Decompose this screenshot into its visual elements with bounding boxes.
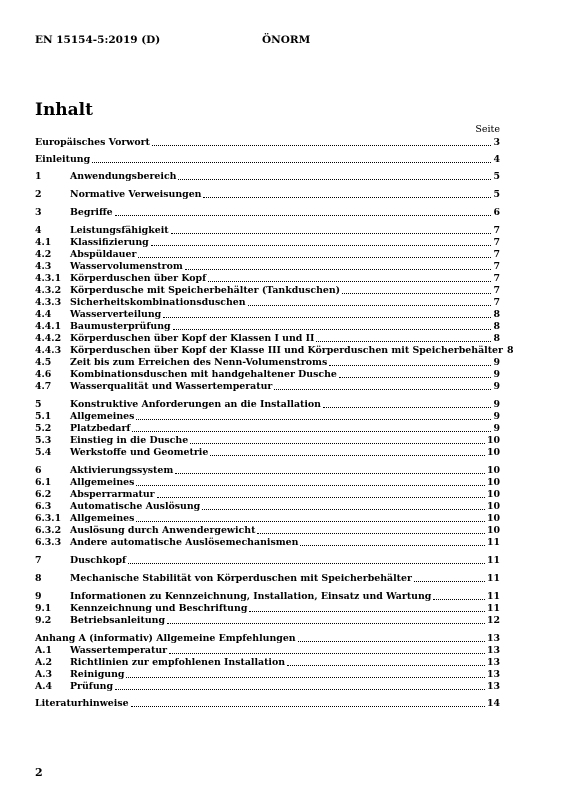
- toc-entry[interactable]: [35, 285, 500, 297]
- toc-entry-number: 1: [35, 171, 42, 182]
- toc-entry[interactable]: [35, 345, 514, 357]
- toc-entry-title: Europäisches Vorwort: [35, 137, 150, 148]
- toc-dot-leader: [167, 623, 485, 624]
- toc-entry-page: 7: [493, 297, 500, 308]
- toc-dot-leader: [175, 473, 485, 474]
- toc-dot-leader: [115, 689, 485, 690]
- toc-entry-title: Andere automatische Auslösemechanismen: [70, 537, 299, 548]
- toc-dot-leader: [136, 485, 485, 486]
- toc-entry-number: 4.4: [35, 309, 52, 320]
- toc-entry[interactable]: [35, 633, 500, 645]
- toc-entry-number: 3: [35, 207, 42, 218]
- toc-entry[interactable]: [35, 489, 500, 501]
- toc-entry[interactable]: [35, 357, 500, 369]
- toc-entry-title: Kennzeichnung und Beschriftung: [70, 603, 248, 614]
- toc-entry-number: 9: [35, 591, 42, 602]
- toc-dot-leader: [163, 317, 491, 318]
- toc-entry[interactable]: [35, 657, 500, 669]
- toc-entry-title: Konstruktive Anforderungen an die Installation: [70, 399, 321, 410]
- toc-entry-number: 4.2: [35, 249, 52, 260]
- toc-entry-number: 6.3.3: [35, 537, 62, 548]
- toc-dot-leader: [248, 305, 492, 306]
- toc-entry[interactable]: [35, 261, 500, 273]
- toc-entry-title: Baumusterprüfung: [70, 321, 171, 332]
- toc-dot-leader: [208, 281, 491, 282]
- toc-dot-leader: [316, 341, 491, 342]
- toc-entry[interactable]: [35, 615, 500, 627]
- toc-entry-title: Körperduschen über Kopf der Klasse III und Körperduschen mit Speicherbehälter: [70, 345, 503, 356]
- toc-entry[interactable]: [35, 465, 500, 477]
- toc-entry-title: Anwendungsbereich: [70, 171, 177, 182]
- toc-entry[interactable]: [35, 333, 500, 345]
- toc-entry-number: 7: [35, 555, 42, 566]
- toc-entry-title: Begriffe: [70, 207, 113, 218]
- toc-entry-page: 8: [493, 321, 500, 332]
- standards-organization: ÖNORM: [262, 34, 311, 46]
- toc-entry-number: 4.3.1: [35, 273, 62, 284]
- toc-dot-leader: [190, 443, 485, 444]
- toc-dot-leader: [300, 545, 485, 546]
- page-number: 2: [35, 766, 43, 779]
- toc-entry[interactable]: [35, 171, 500, 183]
- toc-entry-title: Platzbedarf: [70, 423, 131, 434]
- toc-entry[interactable]: [35, 189, 500, 201]
- toc-entry[interactable]: [35, 525, 500, 537]
- toc-dot-leader: [203, 197, 491, 198]
- toc-entry[interactable]: [35, 309, 500, 321]
- toc-entry-number: 5.4: [35, 447, 52, 458]
- toc-entry-title: Informationen zu Kennzeichnung, Installation, Einsatz und Wartung: [70, 591, 432, 602]
- toc-entry-title: Prüfung: [70, 681, 114, 692]
- toc-dot-leader: [298, 641, 485, 642]
- toc-entry[interactable]: [35, 321, 500, 333]
- toc-entry[interactable]: [35, 447, 500, 459]
- toc-entry-page: 12: [486, 615, 500, 626]
- toc-entry-number: 9.1: [35, 603, 52, 614]
- toc-entry-number: A.4: [35, 681, 53, 692]
- toc-entry-number: 5.2: [35, 423, 52, 434]
- toc-entry-number: 6.1: [35, 477, 52, 488]
- toc-entry-number: A.1: [35, 645, 53, 656]
- toc-entry[interactable]: [35, 237, 500, 249]
- toc-entry-title: Abspüldauer: [70, 249, 137, 260]
- toc-entry-page: 9: [493, 423, 500, 434]
- toc-entry[interactable]: [35, 513, 500, 525]
- toc-entry-page: 5: [493, 189, 500, 200]
- toc-entry-page: 13: [486, 669, 500, 680]
- toc-entry[interactable]: [35, 501, 500, 513]
- toc-dot-leader: [274, 389, 491, 390]
- toc-dot-leader: [210, 455, 485, 456]
- toc-entry-number: 4: [35, 225, 42, 236]
- toc-entry-number: 6.2: [35, 489, 52, 500]
- toc-entry[interactable]: [35, 297, 500, 309]
- toc-entry-page: 11: [486, 573, 500, 584]
- toc-entry[interactable]: [35, 603, 500, 615]
- toc-dot-leader: [249, 611, 485, 612]
- toc-entry-number: 6.3: [35, 501, 52, 512]
- page-title: Inhalt: [35, 100, 93, 120]
- toc-entry[interactable]: [35, 645, 500, 657]
- toc-dot-leader: [152, 145, 492, 146]
- toc-entry-number: 4.5: [35, 357, 52, 368]
- toc-entry-page: 10: [486, 489, 500, 500]
- toc-entry-page: 8: [493, 333, 500, 344]
- toc-entry-page: 10: [486, 465, 500, 476]
- toc-entry[interactable]: [35, 273, 500, 285]
- toc-entry-title: Mechanische Stabilität von Körperduschen mit Speicherbehälter: [70, 573, 412, 584]
- toc-entry-title: Körperduschen über Kopf: [70, 273, 207, 284]
- toc-dot-leader: [136, 419, 491, 420]
- toc-entry-page: 9: [493, 369, 500, 380]
- toc-dot-leader: [115, 215, 492, 216]
- toc-dot-leader: [202, 509, 485, 510]
- toc-entry-title: Duschkopf: [70, 555, 127, 566]
- toc-entry-title: Werkstoffe und Geometrie: [70, 447, 209, 458]
- toc-entry-page: 7: [493, 285, 500, 296]
- toc-dot-leader: [171, 233, 492, 234]
- toc-entry[interactable]: [35, 207, 500, 219]
- toc-entry-title: Wassertemperatur: [70, 645, 168, 656]
- toc-entry-page: 11: [486, 537, 500, 548]
- toc-dot-leader: [329, 365, 491, 366]
- toc-entry[interactable]: [35, 477, 500, 489]
- toc-entry-page: 3: [493, 137, 500, 148]
- toc-entry-title: Einstieg in die Dusche: [70, 435, 189, 446]
- toc-dot-leader: [157, 497, 485, 498]
- toc-entry-page: 10: [486, 513, 500, 524]
- toc-dot-leader: [136, 521, 485, 522]
- toc-entry-page: 11: [486, 603, 500, 614]
- toc-entry[interactable]: [35, 137, 500, 149]
- toc-entry-title: Auslösung durch Anwendergewicht: [70, 525, 256, 536]
- toc-entry-title: Automatische Auslösung: [70, 501, 201, 512]
- toc-entry[interactable]: [35, 249, 500, 261]
- toc-entry[interactable]: [35, 573, 500, 585]
- toc-entry-number: 6.3.1: [35, 513, 62, 524]
- toc-entry-page: 7: [493, 273, 500, 284]
- toc-dot-leader: [339, 377, 492, 378]
- toc-entry-number: 6: [35, 465, 42, 476]
- toc-entry-page: 7: [493, 237, 500, 248]
- toc-entry-number: 4.7: [35, 381, 52, 392]
- toc-entry-title: Sicherheitskombinationsduschen: [70, 297, 246, 308]
- toc-entry-page: 10: [486, 477, 500, 488]
- toc-entry-page: 13: [486, 645, 500, 656]
- toc-entry-title: Allgemeines: [70, 513, 135, 524]
- toc-entry-title: Allgemeines: [70, 477, 135, 488]
- toc-entry[interactable]: [35, 555, 500, 567]
- toc-entry-title: Zeit bis zum Erreichen des Nenn-Volumenstroms: [70, 357, 328, 368]
- toc-entry-title: Klassifizierung: [70, 237, 149, 248]
- toc-entry-title: Allgemeines: [70, 411, 135, 422]
- toc-dot-leader: [287, 665, 485, 666]
- toc-entry[interactable]: [35, 423, 500, 435]
- toc-dot-leader: [132, 431, 491, 432]
- toc-entry-number: 4.4.2: [35, 333, 62, 344]
- toc-entry-page: 9: [493, 411, 500, 422]
- toc-dot-leader: [151, 245, 492, 246]
- toc-dot-leader: [185, 269, 492, 270]
- toc-entry-number: 4.3.2: [35, 285, 62, 296]
- toc-entry-page: 10: [486, 525, 500, 536]
- toc-entry-title: Wasserqualität und Wassertemperatur: [70, 381, 273, 392]
- toc-entry[interactable]: [35, 591, 500, 603]
- toc-entry-number: A.2: [35, 657, 53, 668]
- toc-dot-leader: [126, 677, 485, 678]
- toc-entry[interactable]: [35, 369, 500, 381]
- toc-entry-number: A.3: [35, 669, 53, 680]
- toc-entry-title: Betriebsanleitung: [70, 615, 166, 626]
- toc-entry-page: 5: [493, 171, 500, 182]
- toc-dot-leader: [131, 706, 485, 707]
- toc-entry-page: 10: [486, 501, 500, 512]
- toc-entry[interactable]: [35, 669, 500, 681]
- toc-entry-number: 4.6: [35, 369, 52, 380]
- toc-entry-page: 11: [486, 591, 500, 602]
- toc-entry-number: 2: [35, 189, 42, 200]
- toc-entry-page: 7: [493, 249, 500, 260]
- toc-entry[interactable]: [35, 681, 500, 693]
- toc-dot-leader: [169, 653, 485, 654]
- toc-dot-leader: [173, 329, 492, 330]
- toc-dot-leader: [128, 563, 485, 564]
- toc-dot-leader: [323, 407, 491, 408]
- toc-entry[interactable]: [35, 154, 500, 166]
- toc-entry-title: Leistungsfähigkeit: [70, 225, 169, 236]
- toc-entry-title: Kombinationsduschen mit handgehaltener Dusche: [70, 369, 337, 380]
- toc-entry-number: 4.3.3: [35, 297, 62, 308]
- toc-entry-title: Absperrarmatur: [70, 489, 155, 500]
- toc-entry-page: 13: [486, 657, 500, 668]
- toc-entry-number: 5: [35, 399, 42, 410]
- toc-dot-leader: [138, 257, 491, 258]
- toc-entry[interactable]: [35, 411, 500, 423]
- toc-entry-page: 9: [493, 381, 500, 392]
- toc-entry-page: 9: [493, 399, 500, 410]
- toc-entry-number: 5.1: [35, 411, 52, 422]
- toc-entry-title: Wasservolumenstrom: [70, 261, 183, 272]
- toc-entry-page: 8: [506, 345, 514, 356]
- toc-entry-page: 4: [493, 154, 500, 165]
- toc-entry-number: 5.3: [35, 435, 52, 446]
- toc-entry-page: 6: [493, 207, 500, 218]
- toc-entry-page: 7: [493, 225, 500, 236]
- toc-entry-page: 9: [493, 357, 500, 368]
- toc-entry-title: Aktivierungssystem: [70, 465, 174, 476]
- toc-entry[interactable]: [35, 537, 500, 549]
- toc-entry[interactable]: [35, 381, 500, 393]
- toc-entry-page: 11: [486, 555, 500, 566]
- toc-entry[interactable]: [35, 225, 500, 237]
- toc-entry-title: Einleitung: [35, 154, 91, 165]
- toc-entry-number: 8: [35, 573, 42, 584]
- toc-dot-leader: [433, 599, 485, 600]
- toc-dot-leader: [257, 533, 485, 534]
- toc-dot-leader: [178, 179, 491, 180]
- toc-entry-page: 14: [486, 698, 500, 709]
- toc-dot-leader: [342, 293, 491, 294]
- toc-entry-title: Richtlinien zur empfohlenen Installation: [70, 657, 286, 668]
- toc-entry[interactable]: [35, 698, 500, 710]
- toc-entry-title: Anhang A (informativ) Allgemeine Empfehlungen: [35, 633, 296, 644]
- toc-entry-page: 10: [486, 447, 500, 458]
- toc-entry-number: 4.3: [35, 261, 52, 272]
- toc-entry-title: Körperdusche mit Speicherbehälter (Tankduschen): [70, 285, 341, 296]
- toc-entry-page: 13: [486, 681, 500, 692]
- toc-entry-page: 13: [486, 633, 500, 644]
- toc-entry-title: Reinigung: [70, 669, 125, 680]
- toc-entry-number: 4.4.3: [35, 345, 62, 356]
- toc-entry-title: Wasserverteilung: [70, 309, 162, 320]
- toc-entry-title: Normative Verweisungen: [70, 189, 202, 200]
- toc-entry[interactable]: [35, 435, 500, 447]
- toc-entry-title: Körperduschen über Kopf der Klassen I und II: [70, 333, 315, 344]
- toc-dot-leader: [414, 581, 485, 582]
- toc-entry-page: 10: [486, 435, 500, 446]
- toc-entry-number: 6.3.2: [35, 525, 62, 536]
- toc-entry-title: Literaturhinweise: [35, 698, 129, 709]
- toc-dot-leader: [92, 162, 491, 163]
- page-column-label: Seite: [475, 124, 500, 135]
- toc-entry-page: 8: [493, 309, 500, 320]
- toc-entry-number: 4.1: [35, 237, 52, 248]
- toc-entry-number: 9.2: [35, 615, 52, 626]
- toc-entry-page: 7: [493, 261, 500, 272]
- document-standard-id: EN 15154-5:2019 (D): [35, 34, 161, 46]
- toc-entry[interactable]: [35, 399, 500, 411]
- toc-entry-number: 4.4.1: [35, 321, 62, 332]
